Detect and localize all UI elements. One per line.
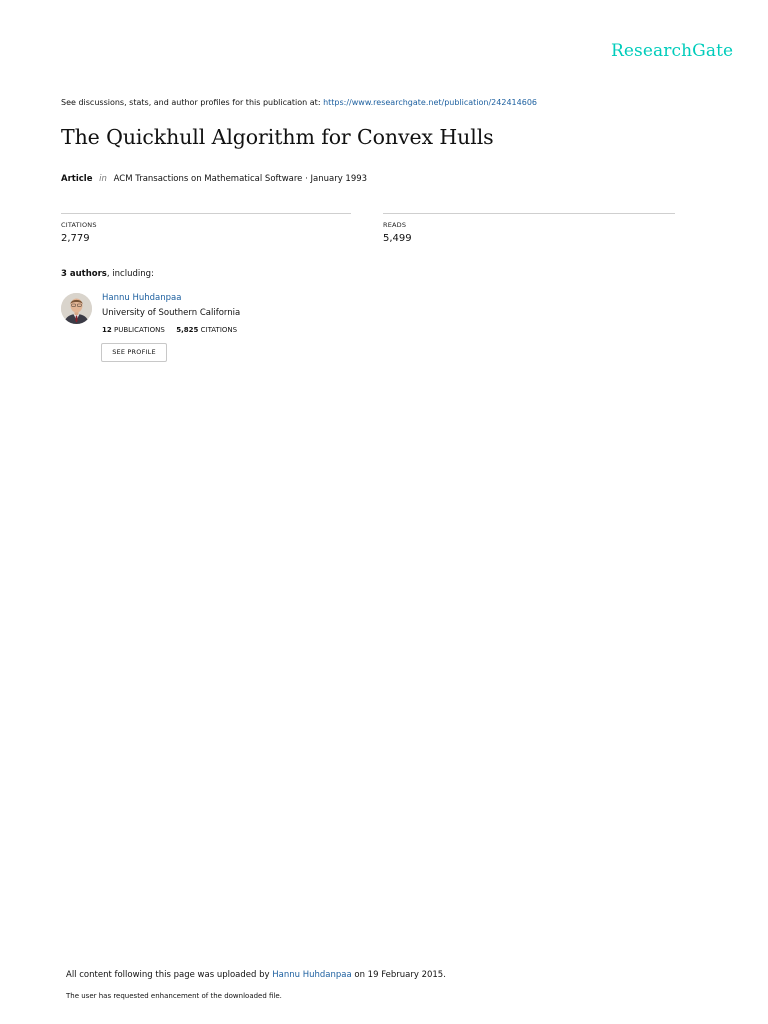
reads-divider	[383, 213, 675, 214]
authors-count-suffix: , including:	[106, 269, 154, 279]
uploader-link[interactable]: Hannu Huhdanpaa	[272, 970, 352, 980]
author-citations-label: CITATIONS	[200, 326, 238, 334]
see-profile-button[interactable]: SEE PROFILE	[101, 343, 167, 362]
publication-url-link[interactable]: https://www.researchgate.net/publication/242414606	[323, 98, 537, 107]
upload-info	[66, 970, 446, 980]
enhancement-note: The user has requested enhancement of the downloaded file.	[66, 992, 282, 1000]
in-word: in	[99, 174, 107, 184]
author-publications-label: PUBLICATIONS	[113, 326, 165, 334]
upload-suffix: on 19 February 2015.	[354, 970, 446, 980]
author-name-link[interactable]: Hannu Huhdanpaa	[102, 293, 182, 303]
author-photo-icon	[61, 293, 92, 324]
author-citations-count: 5,825	[176, 326, 199, 334]
upload-prefix: All content following this page was uploaded by	[66, 970, 270, 980]
researchgate-logo[interactable]: ResearchGate	[611, 41, 734, 61]
author-institution: University of Southern California	[102, 308, 241, 318]
reads-label: READS	[383, 221, 407, 229]
citations-label: CITATIONS	[61, 221, 97, 229]
author-publications-count: 12	[102, 326, 112, 334]
publication-type: Article	[61, 174, 93, 184]
publication-meta	[61, 174, 367, 184]
author-stats	[102, 326, 237, 334]
publication-link-line	[61, 98, 537, 107]
citations-value: 2,779	[61, 233, 90, 244]
authors-count-number: 3 authors	[61, 269, 107, 279]
venue-date: ACM Transactions on Mathematical Software · January 1993	[113, 174, 368, 184]
author-avatar[interactable]	[61, 293, 92, 324]
publication-title: The Quickhull Algorithm for Convex Hulls	[61, 125, 494, 149]
citations-divider	[61, 213, 351, 214]
authors-count	[61, 269, 154, 279]
reads-value: 5,499	[383, 233, 412, 244]
see-discussions-text: See discussions, stats, and author profiles for this publication at:	[61, 98, 321, 107]
